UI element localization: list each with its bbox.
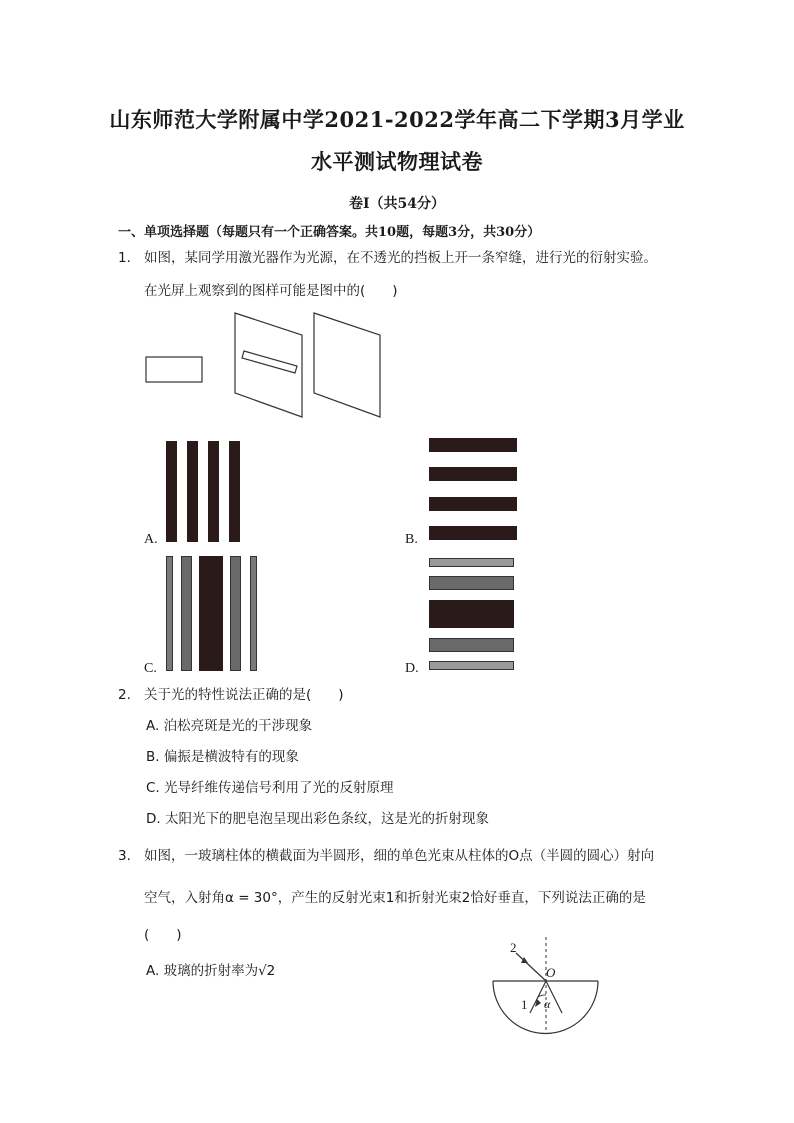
option-d-label: D.	[405, 661, 419, 676]
part-heading: 卷Ⅰ（共54分）	[348, 196, 446, 212]
option-c-bar	[166, 556, 173, 671]
option-c-bar	[230, 556, 241, 671]
ray-2-line	[516, 953, 546, 981]
option-a-bar	[166, 441, 177, 542]
exam-title-line1: 山东师范大学附属中学2021-2022学年高二下学期3月学业	[109, 107, 685, 132]
option-c-bar	[250, 556, 257, 671]
option-b-label: B.	[405, 532, 418, 547]
option-b-bar	[429, 497, 517, 511]
option-c-label: C.	[144, 661, 157, 676]
diffraction-setup-figure	[140, 305, 390, 423]
option-c-bar	[181, 556, 192, 671]
angle-alpha-label: α	[544, 997, 551, 1011]
semicircle-glass-figure	[488, 935, 608, 1035]
ray-1-label: 1	[521, 997, 528, 1012]
point-o-label: O	[546, 965, 556, 980]
question-3-text-line2: 空气，入射角α = 30°，产生的反射光束1和折射光束2恰好垂直，下列说法正确的是	[144, 890, 646, 906]
question-1-text-line1: 如图，某同学用激光器作为光源，在不透光的挡板上开一条窄缝，进行光的衍射实验。	[144, 250, 657, 266]
option-d-bar	[429, 638, 514, 652]
question-2-number: 2.	[118, 687, 131, 703]
question-2-option-b: B. 偏振是横波特有的现象	[146, 749, 299, 765]
question-3-text-line1: 如图，一玻璃柱体的横截面为半圆形，细的单色光束从柱体的O点（半圆的圆心）射向	[144, 848, 655, 864]
ray-2-label: 2	[510, 940, 517, 955]
option-a-label: A.	[144, 532, 158, 547]
exam-title-line2: 水平测试物理试卷	[311, 149, 483, 174]
section-heading: 一、单项选择题（每题只有一个正确答案。共10题，每题3分，共30分）	[118, 225, 541, 240]
laser-source	[146, 357, 202, 382]
option-a-bar	[187, 441, 198, 542]
question-2-option-c: C. 光导纤维传递信号利用了光的反射原理	[146, 780, 394, 796]
question-1-text-line2: 在光屏上观察到的图样可能是图中的( )	[144, 283, 398, 299]
question-3-text-line3: ( )	[144, 927, 182, 943]
question-2-option-d: D. 太阳光下的肥皂泡呈现出彩色条纹，这是光的折射现象	[146, 811, 489, 827]
question-2-text: 关于光的特性说法正确的是( )	[144, 687, 344, 703]
option-c-bar	[199, 556, 223, 671]
light-screen	[314, 313, 380, 417]
option-a-bar	[229, 441, 240, 542]
option-d-bar	[429, 661, 514, 670]
question-1-number: 1.	[118, 250, 131, 266]
option-d-bar	[429, 600, 514, 628]
option-d-bar	[429, 558, 514, 567]
slit	[242, 351, 297, 373]
option-a-bar	[208, 441, 219, 542]
question-2-option-a: A. 泊松亮斑是光的干涉现象	[146, 718, 313, 734]
question-3-option-a: A. 玻璃的折射率为√2	[146, 963, 276, 979]
option-b-bar	[429, 438, 517, 452]
option-b-bar	[429, 467, 517, 481]
question-3-number: 3.	[118, 848, 131, 864]
option-b-bar	[429, 526, 517, 540]
option-d-bar	[429, 576, 514, 590]
